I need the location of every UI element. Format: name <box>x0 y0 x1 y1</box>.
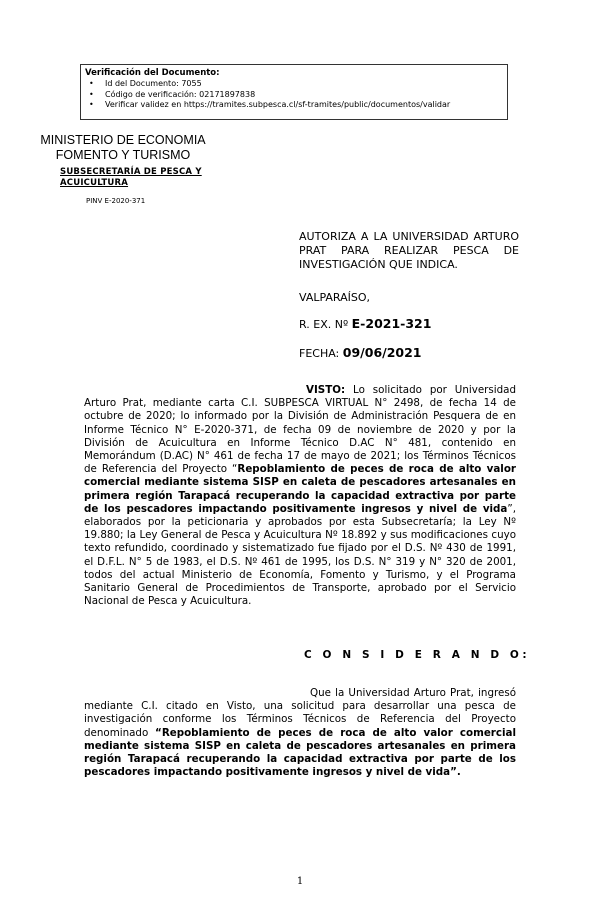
visto-text-1: Lo solicitado por Universidad Arturo Prat, mediante carta C.I. SUBPESCA VIRTUAL N° 2498, de fecha 14 de octubre de 2020; lo informado por la División de Administración Pesquera de en Informe Técnico N° E-2020-371, de fecha 09 de noviembre de 2020 y por la División de Acuicultura en Informe Técnico D.AC N° 481, contenido en Memorándum (D.AC) N° 461 de fecha 17 de mayo de 2021; los Términos Técnicos de Referencia del Proyecto “ <box>84 384 516 476</box>
visto-label: VISTO: <box>306 384 346 396</box>
rex-value: E-2021-321 <box>351 316 432 331</box>
bullet-icon: • <box>89 79 94 88</box>
verification-box <box>80 64 508 120</box>
considerando-heading: C O N S I D E R A N D O: <box>304 649 531 661</box>
verification-list <box>81 79 507 111</box>
bullet-icon: • <box>89 100 94 109</box>
verification-item-code: • Código de verificación: 02171897838 <box>89 89 256 99</box>
rex-label: R. EX. Nº <box>299 318 349 331</box>
fecha-value: 09/06/2021 <box>342 345 422 360</box>
considerando-project-title: “Repoblamiento de peces de roca de alto valor comercial mediante sistema SISP en caleta de pescadores artesanales en primera región Tarapacá recuperando la capacidad extractiva por parte de los pescadores impactando positivamente ingresos y nivel de vida”. <box>84 726 516 779</box>
pinv-reference: PINV E-2020-371 <box>86 197 146 205</box>
verification-item-id: • Id del Documento: 7055 <box>89 79 202 88</box>
visto-text-2: ”, elaborados por la peticionaria y aprobados por esta Subsecretaría; la Ley Nº 19.880; la Ley General de Pesca y Acuicultura Nº 18.892 y sus modificaciones cuyo texto refundido, coordinado y sistematizado fue fijado por el D.S. Nº 430 de 1991, el D.F.L. N° 5 de 1983, el D.S. Nº 461 de 1995, los D.S. N° 319 y N° 320 de 2001, todos del actual Ministerio de Economía, Fomento y Turismo, y el Programa Sanitario General de Procedimientos de Transporte, aprobado por el Servicio Nacional de Pesca y Acuicultura. <box>84 502 516 608</box>
visto-paragraph <box>84 384 516 608</box>
fecha-label: FECHA: <box>299 347 340 360</box>
ministry-line1: MINISTERIO DE ECONOMIA <box>40 133 206 147</box>
verification-item-url[interactable]: • Verificar validez en https://tramites.subpesca.cl/sf-tramites/public/documentos/validar <box>89 100 451 109</box>
ministry-heading <box>38 133 208 163</box>
place: VALPARAÍSO, <box>299 291 371 304</box>
ministry-line2: FOMENTO Y TURISMO <box>55 148 191 162</box>
page-number: 1 <box>296 876 304 887</box>
resolution-summary: AUTORIZA A LA UNIVERSIDAD ARTURO PRAT PARA REALIZAR PESCA DE INVESTIGACIÓN QUE INDICA. <box>299 230 519 271</box>
subsecretaria-line2: ACUICULTURA <box>60 178 129 188</box>
considerando-text-1: Que la Universidad Arturo Prat, ingresó mediante C.I. citado en Visto, una solicitud para desarrollar una pesca de investigación conforme los Términos Técnicos de Referencia del Proyecto denominado <box>84 687 516 739</box>
subsecretaria-line1: SUBSECRETARÍA DE PESCA Y <box>60 167 202 177</box>
visto-project-title: Repoblamiento de peces de roca de alto valor comercial mediante sistema SISP en caleta de pescadores artesanales en primera región Tarapacá recuperando la capacidad extractiva por parte de los pescadores impactando positivamente ingresos y nivel de vida <box>84 463 516 515</box>
verification-title: Verificación del Documento: <box>85 68 220 78</box>
resolution-number <box>299 316 431 331</box>
resolution-date <box>299 345 422 360</box>
subsecretaria-heading <box>60 167 202 189</box>
bullet-icon: • <box>89 89 94 99</box>
considerando-paragraph <box>84 687 516 779</box>
